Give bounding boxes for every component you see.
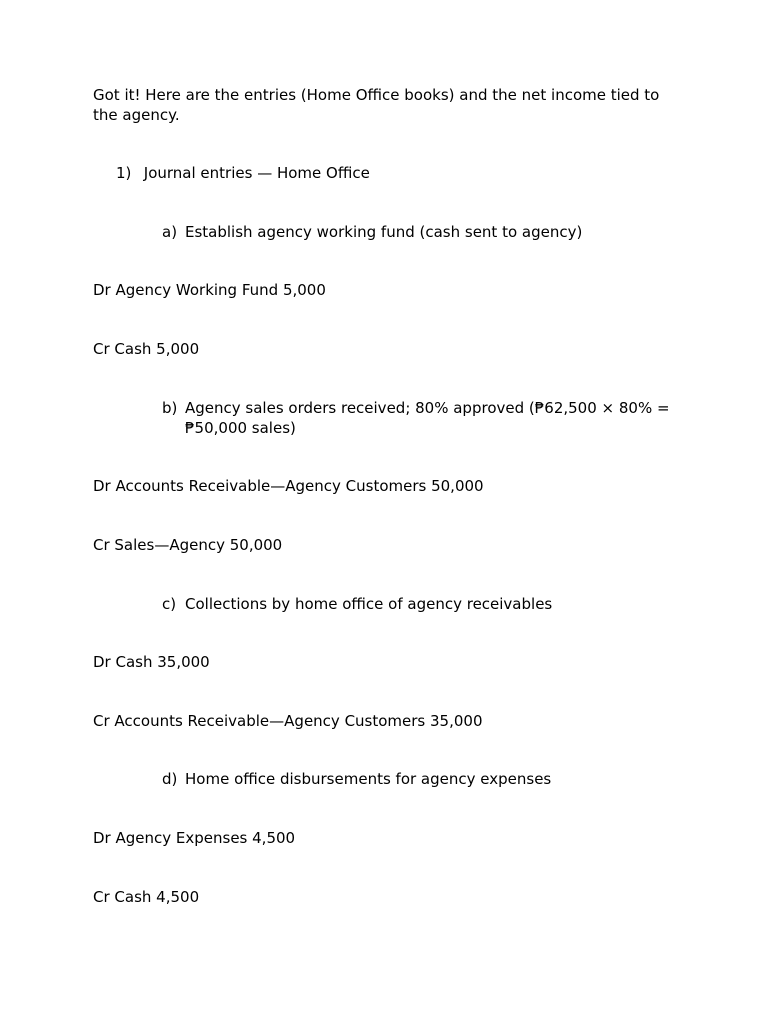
section-title: Journal entries — Home Office bbox=[143, 164, 370, 182]
intro-paragraph: Got it! Here are the entries (Home Office books) and the net income tied to the agency. bbox=[93, 86, 660, 124]
credit-entry-c: Cr Accounts Receivable—Agency Customers 35,000 bbox=[93, 712, 483, 730]
document-body bbox=[93, 86, 683, 906]
item-label: b) bbox=[162, 399, 178, 417]
item-text: Establish agency working fund (cash sent to agency) bbox=[185, 223, 583, 241]
credit-entry-a: Cr Cash 5,000 bbox=[93, 340, 200, 358]
list-item-d bbox=[162, 770, 682, 790]
item-label: c) bbox=[162, 595, 177, 613]
debit-entry-c: Dr Cash 35,000 bbox=[93, 653, 210, 671]
credit-entry-d: Cr Cash 4,500 bbox=[93, 888, 200, 906]
debit-entry-b: Dr Accounts Receivable—Agency Customers 50,000 bbox=[93, 477, 484, 495]
debit-entry-d: Dr Agency Expenses 4,500 bbox=[93, 829, 296, 847]
item-text: Agency sales orders received; 80% approved (₱62,500 × 80% = ₱50,000 sales) bbox=[185, 399, 670, 437]
item-text: Collections by home office of agency receivables bbox=[185, 595, 553, 613]
section-heading-journal-entries bbox=[116, 164, 676, 184]
debit-entry-a: Dr Agency Working Fund 5,000 bbox=[93, 281, 326, 299]
list-item-a bbox=[162, 223, 682, 243]
item-text: Home office disbursements for agency expenses bbox=[185, 770, 552, 788]
item-label: d) bbox=[162, 770, 178, 788]
list-item-b bbox=[162, 399, 682, 438]
list-item-c bbox=[162, 595, 682, 615]
item-label: a) bbox=[162, 223, 178, 241]
section-number: 1) bbox=[116, 164, 132, 182]
credit-entry-b: Cr Sales—Agency 50,000 bbox=[93, 536, 283, 554]
